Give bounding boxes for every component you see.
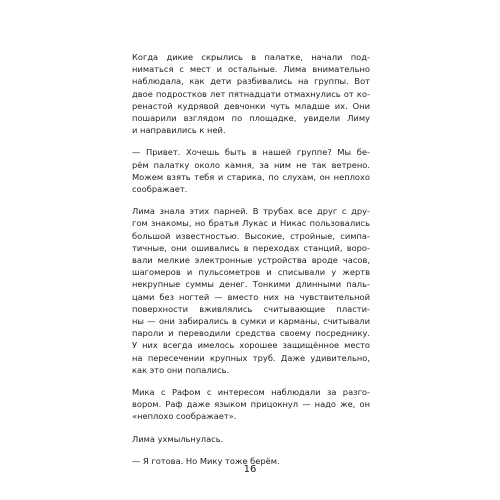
text-line: ниматься с мест и остальные. Лима внимательно (132, 64, 370, 75)
text-line: вором. Раф даже языком прицокнул — надо же, он (132, 399, 370, 410)
text-line: как это они попались. (132, 364, 230, 375)
text-line: вали мелкие электронные устройства вроде часов, (132, 255, 370, 266)
text-line: Можем взять тебя и старика, по слухам, он неплохо (132, 171, 370, 182)
text-line: большой известностью. Высокие, стройные, симпа- (132, 230, 370, 241)
text-line: двое подростков лет пятнадцати отмахнулись от ко- (132, 88, 370, 99)
text-line: — Я готова. Но Мику тоже берём. (132, 455, 280, 466)
text-line: ны — они забирались в сумки и карманы, считывали (132, 316, 370, 327)
text-line: и направились к ней. (132, 125, 226, 136)
text-line: Мика с Рафом с интересом наблюдали за разго- (132, 387, 370, 398)
text-line: Когда дикие скрылись в палатке, начали под- (132, 52, 370, 62)
paragraph (132, 205, 370, 376)
text-line: ренастой кудрявой девчонки чуть младше их. Они (132, 100, 370, 111)
text-line: поверхности вживлялись считывающие пласти- (132, 303, 370, 314)
body-text (132, 51, 370, 477)
text-line: У них всегда имелось хорошее защищённое место (132, 340, 370, 351)
text-line: некрупные суммы денег. Тонкими длинными паль- (132, 279, 370, 290)
text-line: шагомеров и пульсометров и списывали у жертв (132, 267, 370, 278)
text-line: рём палатку около камня, за ним не так ветрено. (132, 159, 370, 170)
text-line: Лима знала этих парней. В трубах все друг с дру- (132, 206, 370, 217)
text-line: Лима ухмыльнулась. (132, 433, 224, 444)
text-line: соображает. (132, 184, 188, 195)
text-line: цами без ногтей — вместо них на чувствительной (132, 291, 370, 302)
text-line: на пересечении крупных труб. Даже удивительно, (132, 352, 370, 363)
page-number: 16 (243, 464, 257, 475)
text-line: пароли и переводили средства своему посреднику. (132, 328, 370, 339)
paragraph (132, 51, 370, 136)
text-line: «неплохо соображает». (132, 411, 237, 422)
paragraph (132, 386, 370, 423)
text-line: — Привет. Хочешь быть в нашей группе? Мы бе- (132, 147, 370, 158)
text-line: пошарили взглядом по площадке, увидели Лиму (132, 113, 370, 124)
text-line: наблюдала, как дети разбивались на группы. Вот (132, 76, 370, 87)
text-line: тичные, они ошивались в переходах станций, воро- (132, 242, 370, 253)
text-line: гом знакомы, но братья Лукас и Никас пользовались (132, 218, 370, 229)
paragraph (132, 433, 370, 445)
paragraph (132, 146, 370, 195)
